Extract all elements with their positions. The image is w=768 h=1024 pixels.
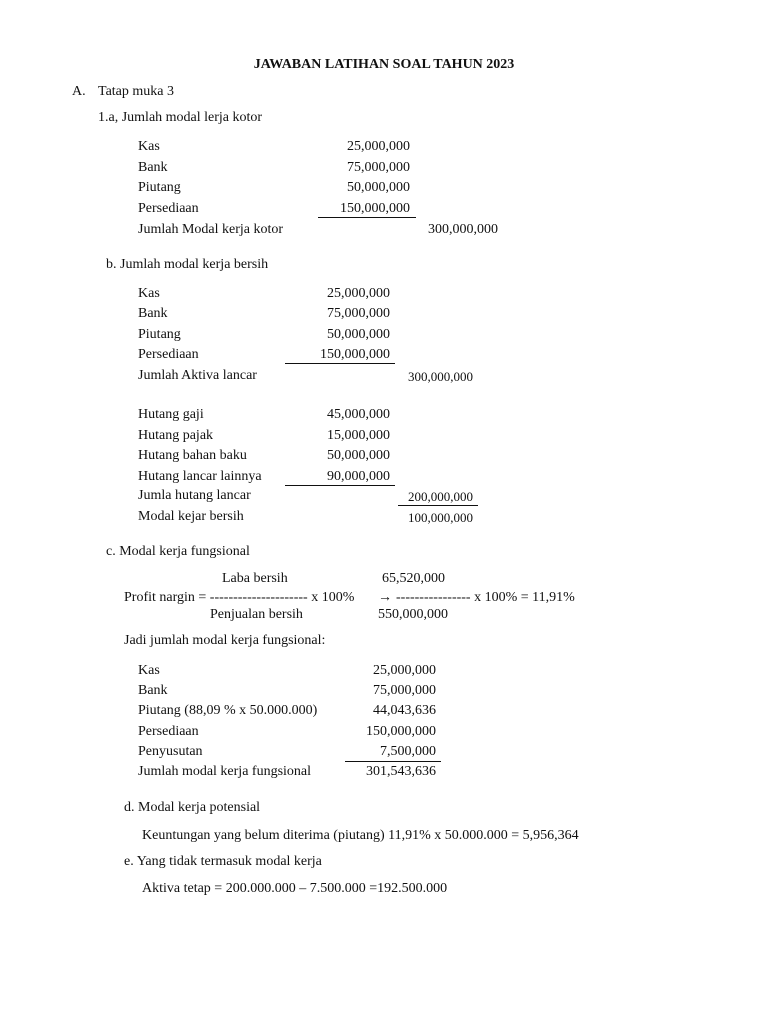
q1c-row-value: 25,000,000 [373, 663, 436, 678]
q1d-text: Keuntungan yang belum diterima (piutang) 11,91% x 50.000.000 = 5,956,364 [142, 828, 579, 843]
q1b-liab-label: Hutang lancar lainnya [138, 469, 262, 484]
q1b-liab-label: Hutang pajak [138, 428, 214, 443]
q1c-row-label: Persediaan [138, 724, 199, 739]
q1c-row-label: Piutang (88,09 % x 50.000.000) [138, 703, 318, 718]
sum-line [318, 217, 416, 218]
q1b-asset-label: Kas [138, 286, 160, 301]
q1b-heading: b. Jumlah modal kerja bersih [106, 257, 269, 272]
q1a-total-label: Jumlah Modal kerja kotor [138, 222, 284, 237]
q1b-liab-value: 45,000,000 [327, 407, 390, 422]
q1d-heading: d. Modal kerja potensial [124, 800, 261, 815]
q1c-heading: c. Modal kerja fungsional [106, 544, 250, 559]
q1b-asset-label: Bank [138, 306, 168, 321]
q1c-row-value: 44,043,636 [373, 703, 436, 718]
q1a-heading: 1.a, Jumlah modal lerja kotor [98, 110, 263, 125]
q1c-row-label: Kas [138, 663, 160, 678]
q1c-row-value: 150,000,000 [366, 724, 436, 739]
q1a-row-value: 150,000,000 [340, 201, 410, 216]
q1c-total-label: Jumlah modal kerja fungsional [138, 764, 312, 779]
sum-line [285, 485, 395, 486]
q1b-liab-total-label: Jumla hutang lancar [138, 488, 251, 503]
q1b-assets-total-value: 300,000,000 [408, 369, 473, 384]
q1e-text: Aktiva tetap = 200.000.000 – 7.500.000 =192.500.000 [142, 881, 448, 896]
q1a-row-label: Piutang [138, 180, 181, 195]
q1a-row-value: 50,000,000 [347, 180, 410, 195]
q1c-row-value: 7,500,000 [380, 744, 436, 759]
arrow-icon: → [378, 590, 392, 605]
q1b-asset-value: 50,000,000 [327, 327, 390, 342]
q1b-liab-value: 15,000,000 [327, 428, 390, 443]
q1a-row-label: Kas [138, 139, 160, 154]
q1a-row-label: Bank [138, 160, 168, 175]
q1c-subheading: Jadi jumlah modal kerja fungsional: [124, 633, 326, 648]
q1b-liab-total-value: 200,000,000 [408, 489, 473, 504]
q1a-total-value: 300,000,000 [428, 222, 498, 237]
section-title: Tatap muka 3 [98, 84, 174, 99]
formula-numerator-label: Laba bersih [222, 571, 288, 586]
q1b-asset-label: Persediaan [138, 347, 199, 362]
q1b-liab-label: Hutang bahan baku [138, 448, 247, 463]
q1a-row-value: 75,000,000 [347, 160, 410, 175]
q1b-liab-value: 50,000,000 [327, 448, 390, 463]
q1b-asset-value: 150,000,000 [320, 347, 390, 362]
section-marker: A. [72, 84, 86, 99]
q1b-asset-value: 25,000,000 [327, 286, 390, 301]
q1c-total-value: 301,543,636 [366, 764, 436, 779]
q1b-liab-value: 90,000,000 [327, 469, 390, 484]
q1b-net-label: Modal kejar bersih [138, 509, 244, 524]
document-title: JAWABAN LATIHAN SOAL TAHUN 2023 [253, 57, 515, 72]
q1c-row-label: Penyusutan [138, 744, 203, 759]
q1c-row-label: Bank [138, 683, 168, 698]
q1a-row-label: Persediaan [138, 201, 199, 216]
sum-line [285, 363, 395, 364]
q1b-assets-total-label: Jumlah Aktiva lancar [138, 368, 257, 383]
q1b-asset-label: Piutang [138, 327, 181, 342]
formula-denominator-label: Penjualan bersih [210, 607, 303, 622]
q1b-net-value: 100,000,000 [408, 510, 473, 525]
q1b-asset-value: 75,000,000 [327, 306, 390, 321]
q1c-row-value: 75,000,000 [373, 683, 436, 698]
formula-denominator-value: 550,000,000 [378, 607, 448, 622]
sum-line [345, 761, 441, 762]
q1a-row-value: 25,000,000 [347, 139, 410, 154]
q1b-liab-label: Hutang gaji [138, 407, 204, 422]
formula-numerator-value: 65,520,000 [382, 571, 445, 586]
formula-lhs: Profit nargin = --------------------- x 100% [124, 590, 355, 605]
sum-line [398, 505, 478, 506]
q1e-heading: e. Yang tidak termasuk modal kerja [124, 854, 322, 869]
formula-rhs: ---------------- x 100% = 11,91% [396, 590, 575, 605]
